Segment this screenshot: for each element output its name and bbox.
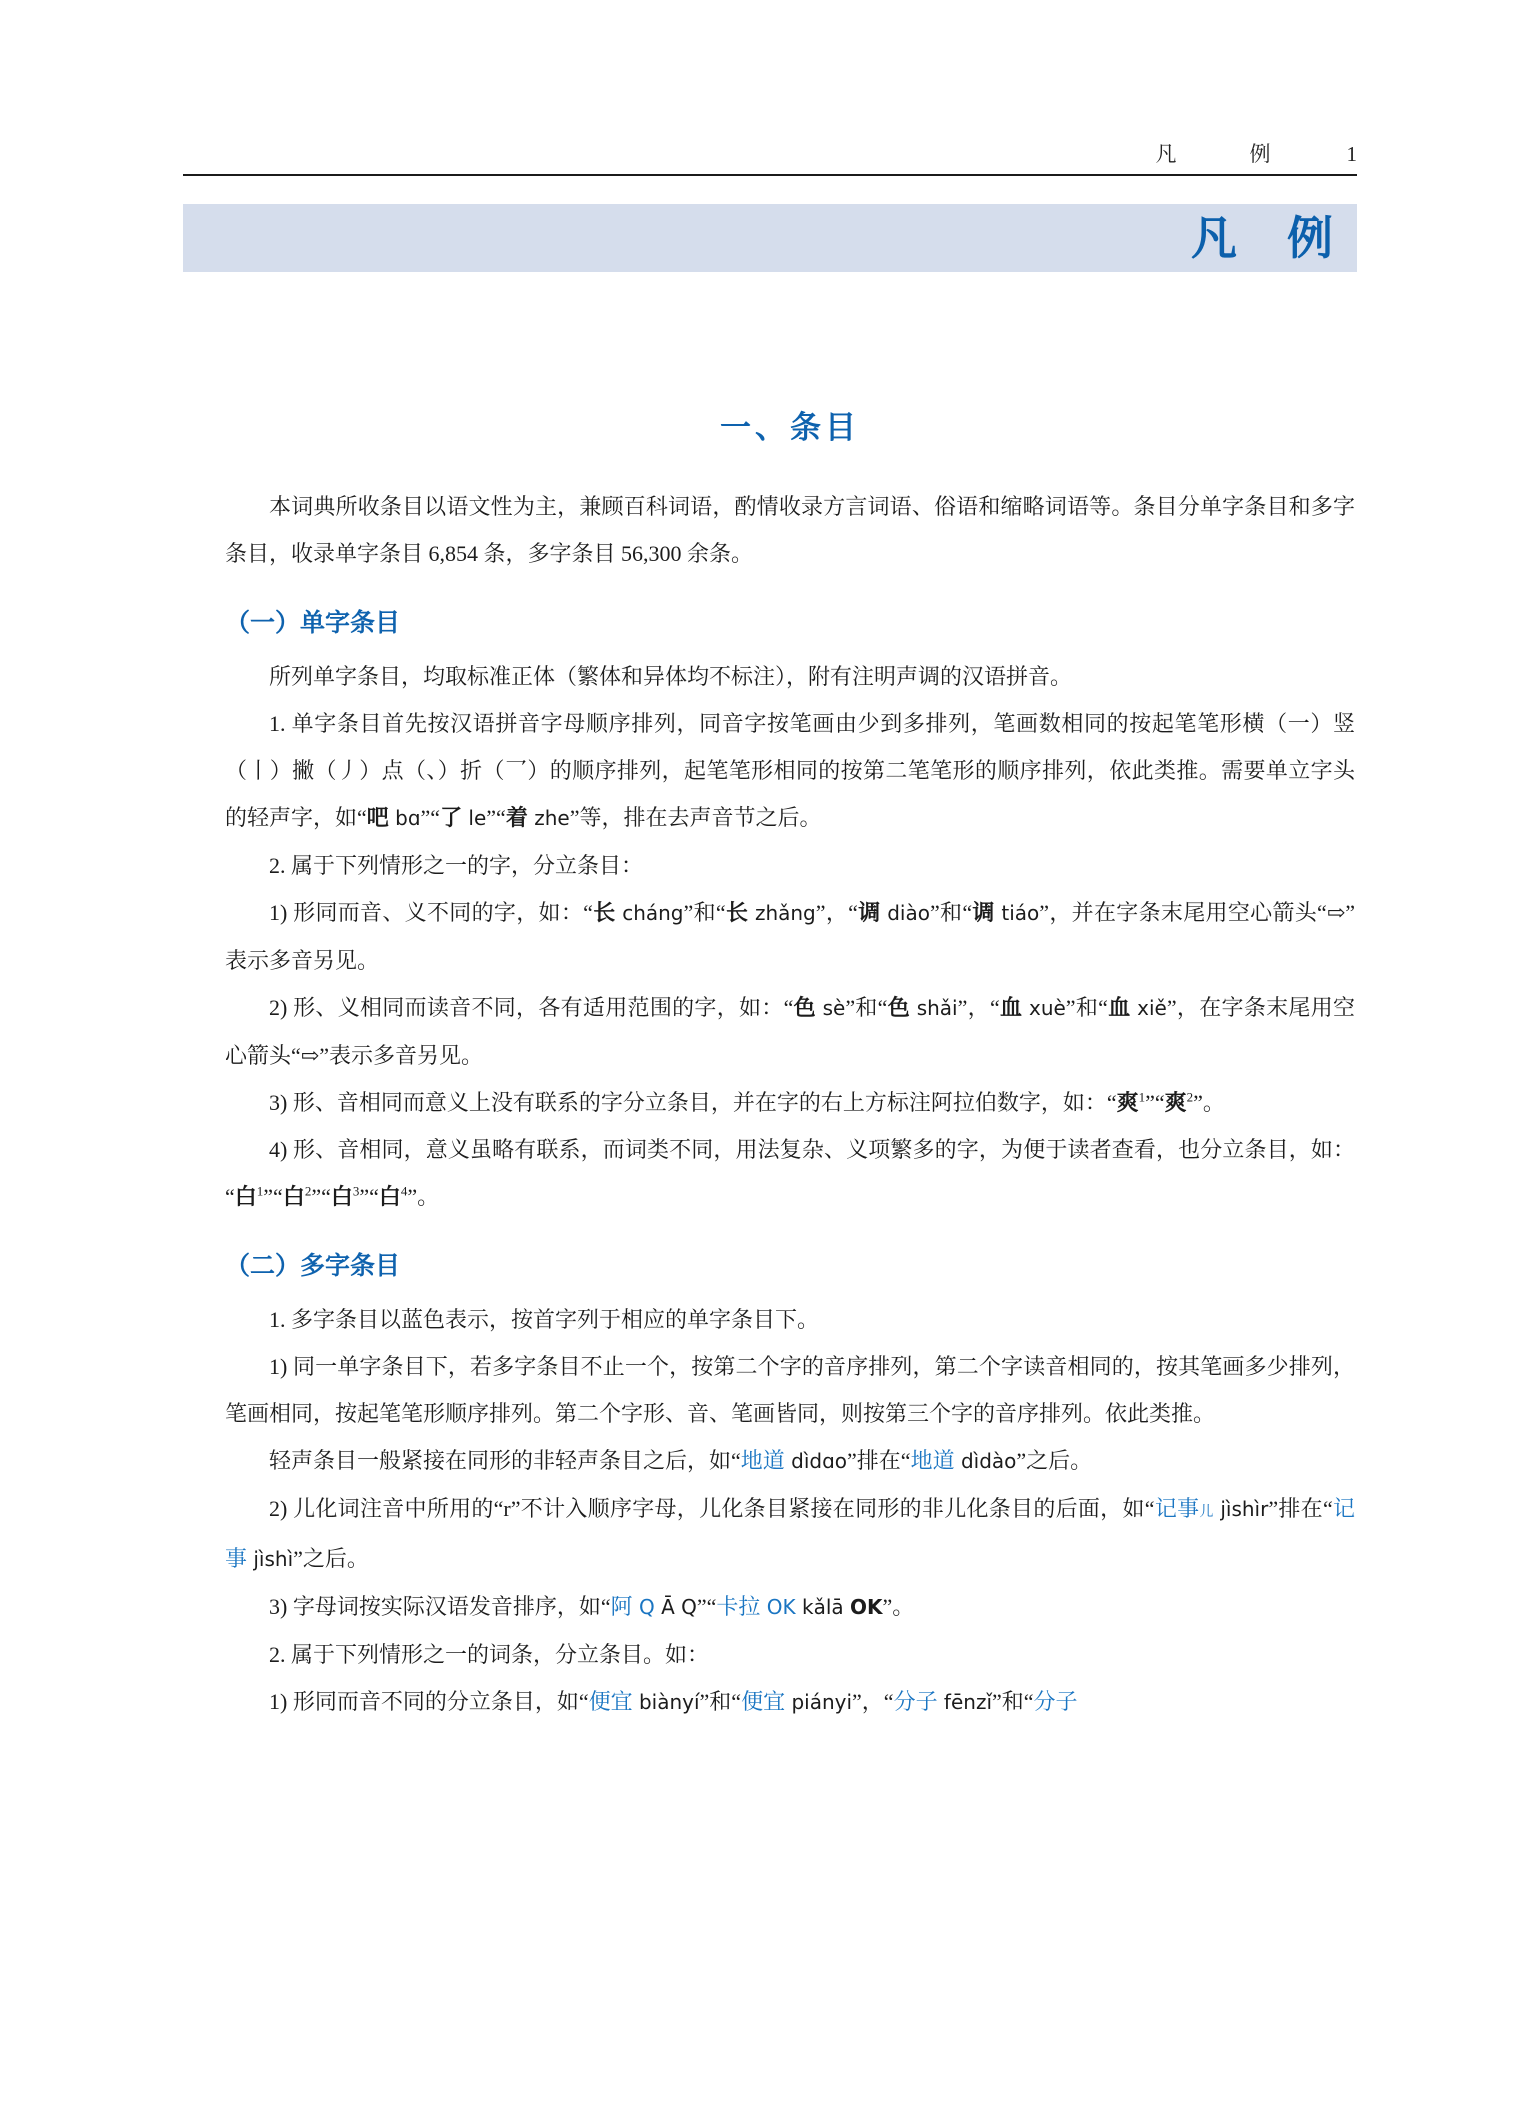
headword: 调 xyxy=(857,900,881,925)
paragraph xyxy=(225,1583,1355,1631)
page-number: 1 xyxy=(1346,142,1357,166)
pinyin: OK xyxy=(850,1595,883,1619)
superscript-number: 3 xyxy=(352,1183,360,1199)
paragraph xyxy=(225,1678,1355,1726)
text-run: 2. 属于下列情形之一的词条，分立条目。如： xyxy=(269,1642,710,1667)
headword: 白 xyxy=(282,1184,305,1209)
pinyin: piányi xyxy=(785,1690,853,1714)
headword: 调 xyxy=(972,900,995,925)
page-content xyxy=(225,402,1355,1726)
pinyin: zhe xyxy=(527,806,570,830)
headword: 白 xyxy=(234,1184,257,1209)
entry-word: 地道 xyxy=(740,1448,785,1473)
text-run: ”“ xyxy=(1145,1090,1165,1115)
superscript-number: 2 xyxy=(304,1183,312,1199)
headword: 血 xyxy=(999,995,1023,1020)
paragraph xyxy=(225,1126,1355,1220)
paragraph xyxy=(225,1631,1355,1678)
text-run: ”之后。 xyxy=(293,1546,369,1571)
headword: 长 xyxy=(725,900,749,925)
text-run: 3) 字母词按实际汉语发音排序，如“ xyxy=(269,1594,611,1619)
pinyin: biànyí xyxy=(632,1690,700,1714)
text-run: ”排在“ xyxy=(1268,1496,1333,1521)
pinyin: dìdào xyxy=(954,1449,1017,1473)
headword: 色 xyxy=(887,995,911,1020)
text-run: 1) 同一单字条目下，若多字条目不止一个，按第二个字的音序排列，第二个字读音相同的，按其笔画多少排列，笔画相同，按起笔笔形顺序排列。第二个字形、音、笔画皆同，则按第三个字的音序排列。依此类推。 xyxy=(225,1354,1355,1426)
entry-word: 便宜 xyxy=(741,1689,786,1714)
entry-word: 地道 xyxy=(910,1448,955,1473)
text-run: 1) 形同而音不同的分立条目，如“ xyxy=(269,1689,589,1714)
paragraph xyxy=(225,700,1355,842)
text-run: ”，在字条末尾用空心箭头“⇨”表示多音另见。 xyxy=(225,995,1355,1068)
text-run: 2) 儿化词注音中所用的“r”不计入顺序字母，儿化条目紧接在同形的非儿化条目的后面，如“ xyxy=(269,1496,1155,1521)
superscript-number: 4 xyxy=(400,1183,408,1199)
entry-word: 记事 xyxy=(225,1496,1356,1571)
superscript-number: 1 xyxy=(1138,1089,1146,1105)
paragraph xyxy=(225,1079,1355,1126)
headword: 爽 xyxy=(1116,1090,1139,1115)
text-run: 本词典所收条目以语文性为主，兼顾百科词语，酌情收录方言词语、俗语和缩略词语等。条目分单字条目和多字条目，收录单字条目 6,854 条，多字条目 56,300 余条。 xyxy=(225,494,1355,566)
headword: 血 xyxy=(1107,995,1131,1020)
text-run: 轻声条目一般紧接在同形的非轻声条目之后，如“ xyxy=(269,1448,741,1473)
text-run: 2. 属于下列情形之一的字，分立条目： xyxy=(269,853,644,878)
entry-word: 分子 xyxy=(893,1689,938,1714)
paragraph xyxy=(225,1296,1355,1343)
pinyin: diào xyxy=(880,901,930,925)
headword: 爽 xyxy=(1164,1090,1187,1115)
text-run: ”，“ xyxy=(815,900,858,925)
pinyin: Ā Q xyxy=(654,1595,697,1619)
text-run: ”“ xyxy=(486,805,506,830)
text-run: ”和“ xyxy=(1065,995,1108,1020)
headword: 了 xyxy=(440,805,463,830)
text-run: ”和“ xyxy=(929,900,973,925)
header-rule xyxy=(183,174,1357,176)
text-run: ”“ xyxy=(311,1184,331,1209)
paragraph xyxy=(225,984,1355,1079)
entry-word: 儿 xyxy=(1199,1503,1214,1519)
pinyin: fēnzǐ xyxy=(937,1690,993,1714)
text-run: ”和“ xyxy=(992,1689,1034,1714)
paragraph xyxy=(225,653,1355,700)
pinyin: dìdɑo xyxy=(784,1449,848,1473)
superscript-number: 2 xyxy=(1186,1089,1194,1105)
section-heading: 一、条目 xyxy=(720,410,860,445)
subsection-heading: （一）单字条目 xyxy=(225,609,401,637)
pinyin: zhǎng xyxy=(748,901,816,925)
pinyin: cháng xyxy=(615,901,684,925)
text-run: ”。 xyxy=(407,1184,440,1209)
headword: 白 xyxy=(330,1184,353,1209)
superscript-number: 1 xyxy=(256,1183,264,1199)
entry-word: OK xyxy=(760,1595,796,1619)
text-run: ”。 xyxy=(1193,1090,1225,1115)
headword: 长 xyxy=(592,900,616,925)
pinyin: bɑ xyxy=(388,806,421,830)
text-run: ”。 xyxy=(882,1594,915,1619)
headword: 白 xyxy=(378,1184,401,1209)
chapter-banner xyxy=(183,204,1357,272)
text-run: ”“ xyxy=(420,805,441,830)
text-run: ”和“ xyxy=(845,995,888,1020)
text-run: ”排在“ xyxy=(847,1448,911,1473)
entry-word: 分子 xyxy=(1033,1689,1078,1714)
text-run: ”“ xyxy=(359,1184,379,1209)
text-run: 1. 单字条目首先按汉语拼音字母顺序排列，同音字按笔画由少到多排列，笔画数相同的按起笔笔形横（一）竖（丨）撇（丿）点（、）折（乛）的顺序排列，起笔笔形相同的按第二笔笔形的顺序排列，依此类推。需要单立字头的轻声字，如“ xyxy=(225,711,1355,830)
paragraph xyxy=(225,483,1355,577)
text-run: 2) 形、义相同而读音不同，各有适用范围的字，如：“ xyxy=(269,995,794,1020)
headword: 吧 xyxy=(366,805,389,830)
running-header-title: 凡 例 xyxy=(1155,142,1297,166)
text-run: ”“ xyxy=(696,1594,717,1619)
text-run: 4) 形、音相同，意义虽略有联系，而词类不同，用法复杂、义项繁多的字，为便于读者查看，也分立条目，如：“ xyxy=(225,1137,1355,1209)
entry-word: 阿 xyxy=(610,1594,633,1619)
subsection-heading: （二）多字条目 xyxy=(225,1252,401,1280)
pinyin: xuè xyxy=(1022,996,1066,1020)
text-run: ”之后。 xyxy=(1016,1448,1093,1473)
text-run: 3) 形、音相同而意义上没有联系的字分立条目，并在字的右上方标注阿拉伯数字，如：“ xyxy=(269,1090,1117,1115)
pinyin: sè xyxy=(815,996,846,1020)
paragraph xyxy=(225,1485,1355,1583)
text-run: ”和“ xyxy=(699,1689,742,1714)
text-run: ”，“ xyxy=(852,1689,894,1714)
paragraph xyxy=(225,1343,1355,1437)
pinyin: le xyxy=(462,806,487,830)
body-blocks xyxy=(225,483,1355,1726)
pinyin: kǎlā xyxy=(795,1595,850,1619)
headword: 着 xyxy=(505,805,528,830)
paragraph xyxy=(225,889,1355,984)
pinyin: jìshì xyxy=(247,1547,294,1571)
pinyin: tiáo xyxy=(994,901,1040,925)
paragraph xyxy=(225,1437,1355,1485)
headword: 色 xyxy=(793,995,816,1020)
entry-word: 记事 xyxy=(1154,1496,1200,1521)
entry-word: 卡拉 xyxy=(716,1594,761,1619)
text-run: 1) 形同而音、义不同的字，如：“ xyxy=(269,900,593,925)
chapter-banner-title: 凡 例 xyxy=(1191,212,1335,264)
paragraph xyxy=(225,842,1355,889)
text-run: ”，“ xyxy=(957,995,1000,1020)
text-run: ”“ xyxy=(263,1184,283,1209)
pinyin: xiě xyxy=(1130,996,1167,1020)
text-run: ”等，排在去声音节之后。 xyxy=(569,805,822,830)
text-run: 1. 多字条目以蓝色表示，按首字列于相应的单字条目下。 xyxy=(269,1307,820,1332)
pinyin: shǎi xyxy=(910,996,958,1020)
pinyin: jìshìr xyxy=(1213,1497,1269,1521)
entry-word: 便宜 xyxy=(588,1689,633,1714)
running-header xyxy=(183,138,1357,168)
text-run: 所列单字条目，均取标准正体（繁体和异体均不标注），附有注明声调的汉语拼音。 xyxy=(269,664,1073,689)
text-run: ”和“ xyxy=(683,900,726,925)
text-run: ”，并在字条末尾用空心箭头“⇨”表示多音另见。 xyxy=(225,900,1356,973)
entry-word: Q xyxy=(632,1595,655,1619)
